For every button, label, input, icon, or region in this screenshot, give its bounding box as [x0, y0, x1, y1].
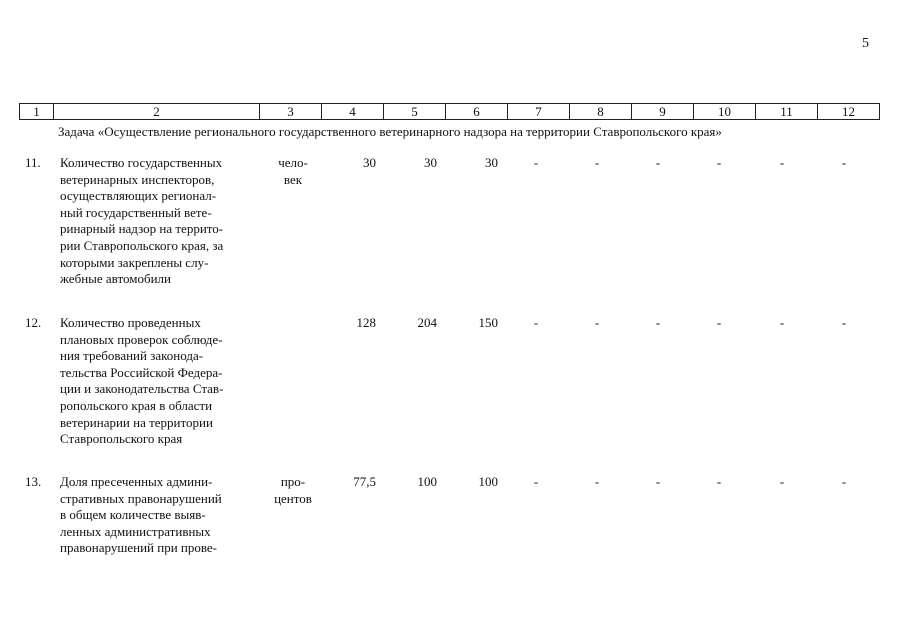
header-col-12: 12	[818, 104, 880, 120]
page-number: 5	[862, 36, 869, 51]
value-col-6: 150	[478, 315, 498, 330]
header-col-1: 1	[20, 104, 54, 120]
value-col-9: -	[655, 474, 661, 489]
value-col-8: -	[594, 155, 600, 170]
value-col-10: -	[716, 155, 722, 170]
name-line: осуществляющих регионал-	[60, 188, 217, 204]
value-col-4: 77,5	[353, 474, 376, 489]
value-col-7: -	[533, 315, 539, 330]
value-col-8: -	[594, 315, 600, 330]
name-line: ропольского края в области	[60, 397, 213, 413]
name-line: правонарушений при прове-	[60, 540, 218, 556]
unit-line: чело-	[278, 155, 308, 170]
name-line: жебные автомобили	[60, 271, 171, 287]
indicator-name	[60, 155, 254, 288]
name-line: стративных правонарушений	[60, 490, 222, 506]
column-number-header	[19, 103, 880, 120]
value-col-10: -	[716, 474, 722, 489]
header-col-2: 2	[54, 104, 260, 120]
header-col-8: 8	[570, 104, 632, 120]
value-col-11: -	[779, 474, 785, 489]
value-col-5: 204	[417, 315, 437, 330]
unit-line: центов	[274, 490, 312, 506]
value-col-12: -	[841, 315, 847, 330]
name-line: ции и законодательства Став-	[60, 381, 224, 397]
value-col-5: 30	[424, 155, 437, 170]
value-col-8: -	[594, 474, 600, 489]
name-line: Количество проведенных	[60, 315, 201, 330]
value-col-10: -	[716, 315, 722, 330]
value-col-6: 30	[485, 155, 498, 170]
name-line: ленных административных	[60, 523, 211, 539]
value-col-6: 100	[478, 474, 498, 489]
value-col-7: -	[533, 474, 539, 489]
task-title: Задача «Осуществление регионального государственного ветеринарного надзора на территории Ставропольского края»	[58, 124, 722, 139]
name-line: тельства Российской Федера-	[60, 364, 223, 380]
name-line: Ставропольского края	[60, 431, 183, 447]
row-number: 13.	[25, 474, 42, 489]
name-line: Количество государственных	[60, 155, 223, 170]
unit-line: век	[283, 171, 303, 187]
name-line: которыми закреплены слу-	[60, 254, 209, 270]
name-line: ный государственный вете-	[60, 204, 212, 220]
name-line: ветеринарных инспекторов,	[60, 171, 215, 187]
header-col-3: 3	[260, 104, 322, 120]
value-col-4: 30	[363, 155, 376, 170]
name-line: Доля пресеченных админи-	[60, 474, 213, 489]
header-col-6: 6	[446, 104, 508, 120]
row-number: 12.	[25, 315, 42, 330]
header-col-9: 9	[632, 104, 694, 120]
row-number: 11.	[25, 155, 41, 170]
value-col-4: 128	[356, 315, 376, 330]
value-col-12: -	[841, 155, 847, 170]
header-col-5: 5	[384, 104, 446, 120]
value-col-9: -	[655, 155, 661, 170]
header-col-11: 11	[756, 104, 818, 120]
value-col-7: -	[533, 155, 539, 170]
unit-of-measure	[268, 474, 318, 507]
header-col-4: 4	[322, 104, 384, 120]
unit-line: про-	[280, 474, 306, 489]
name-line: ветеринарии на территории	[60, 414, 213, 430]
value-col-12: -	[841, 474, 847, 489]
name-line: плановых проверок соблюде-	[60, 331, 223, 347]
value-col-9: -	[655, 315, 661, 330]
indicator-name	[60, 315, 254, 448]
name-line: ния требований законода-	[60, 348, 204, 364]
name-line: в общем количестве выяв-	[60, 507, 206, 523]
unit-of-measure	[268, 155, 318, 188]
name-line: рии Ставропольского края, за	[60, 237, 224, 253]
header-col-7: 7	[508, 104, 570, 120]
value-col-5: 100	[417, 474, 437, 489]
name-line: ринарный надзор на террито-	[60, 221, 224, 237]
header-col-10: 10	[694, 104, 756, 120]
indicator-name	[60, 474, 254, 557]
value-col-11: -	[779, 315, 785, 330]
value-col-11: -	[779, 155, 785, 170]
header-row	[20, 104, 880, 120]
